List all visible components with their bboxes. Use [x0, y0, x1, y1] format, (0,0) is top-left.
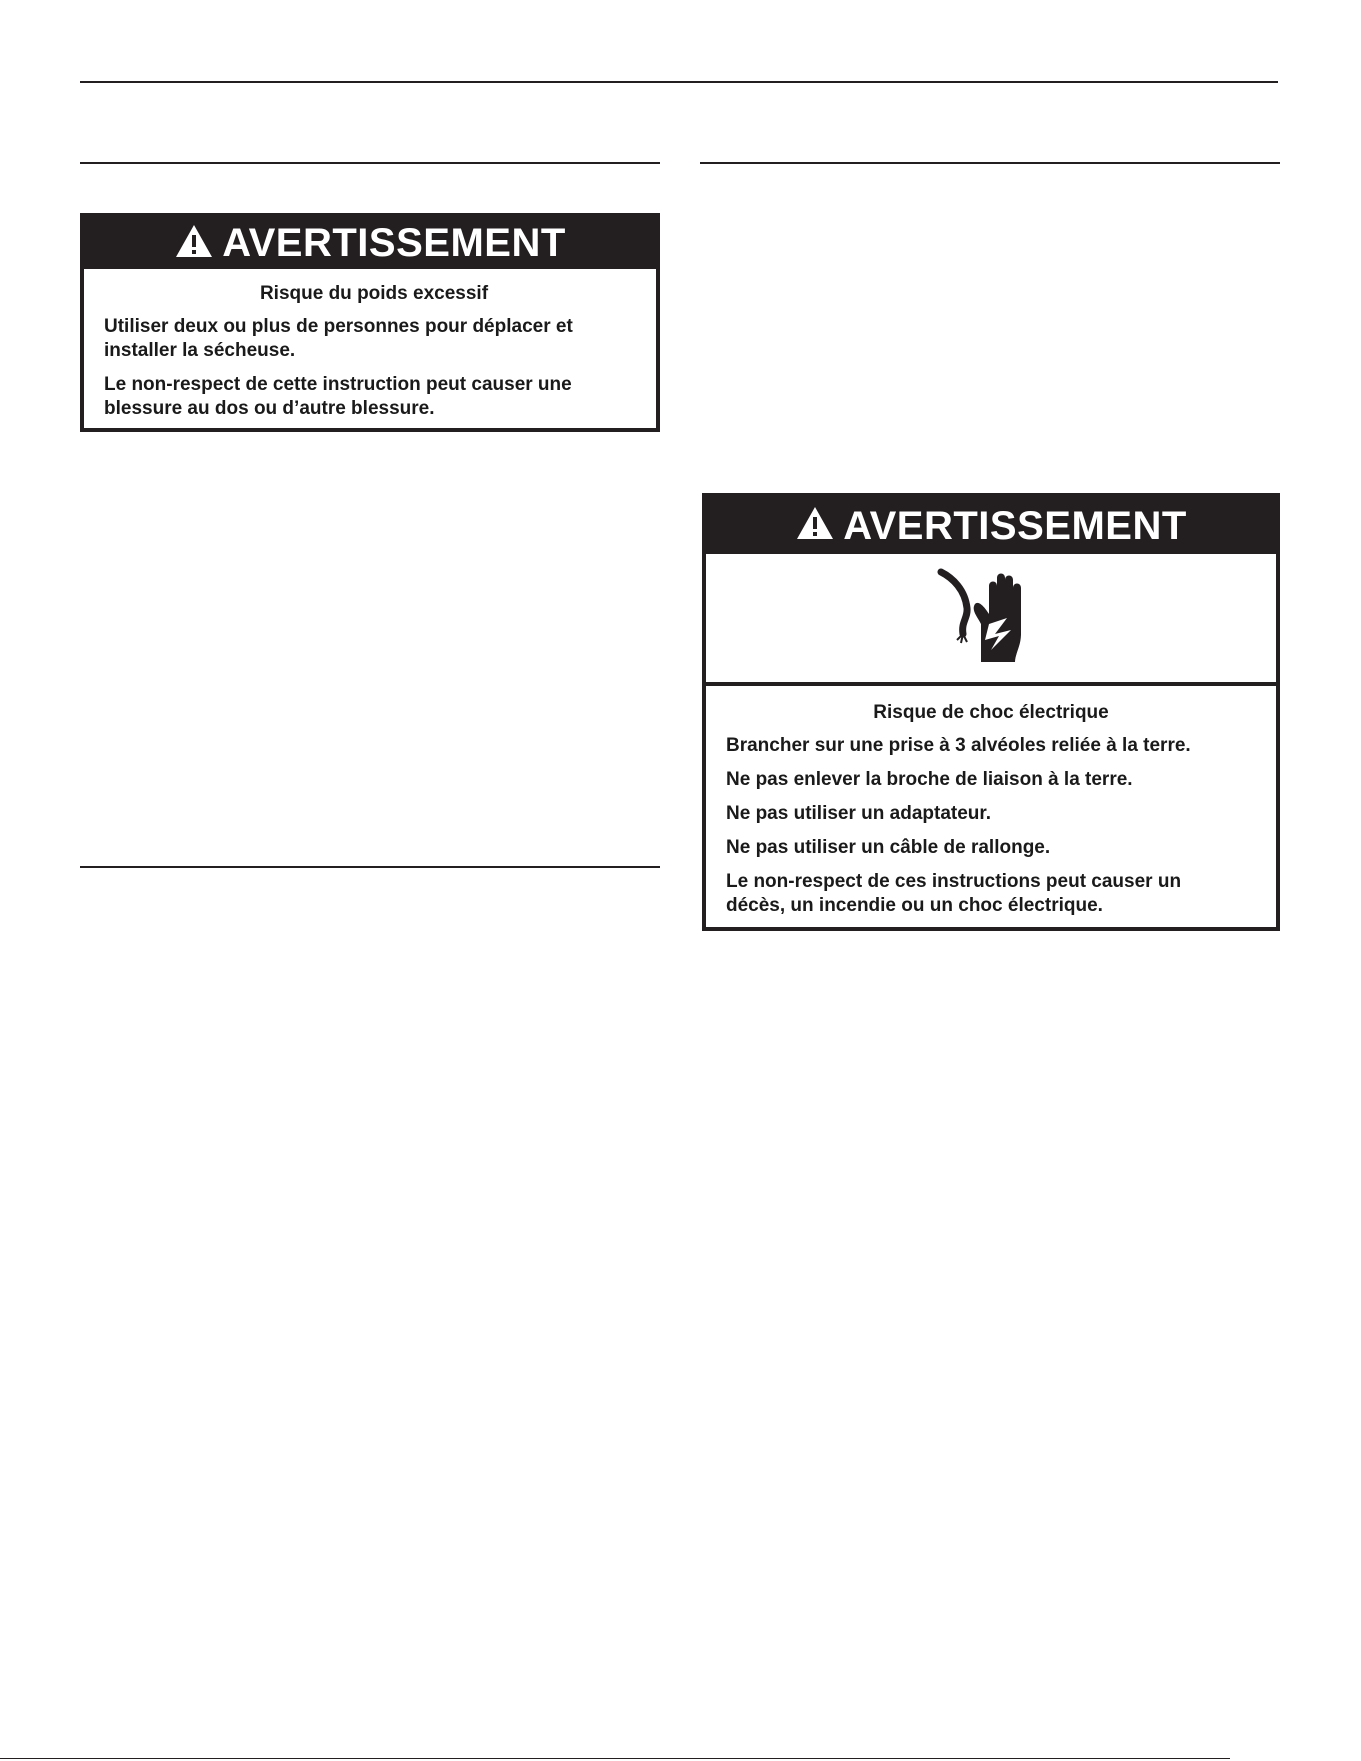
warning-line: Brancher sur une prise à 3 alvéoles reliée à la terre. [726, 735, 1191, 756]
left-section-rule [80, 866, 660, 868]
pictogram-panel [706, 554, 1276, 686]
warning-title: AVERTISSEMENT [222, 221, 566, 265]
top-rule [80, 81, 1278, 83]
warning-line: Utiliser deux ou plus de personnes pour déplacer et installer la sécheuse. [104, 316, 573, 361]
warning-title: AVERTISSEMENT [843, 503, 1187, 548]
warning-triangle-icon [174, 223, 214, 264]
left-column-rule [80, 162, 660, 164]
warning-line: Le non-respect de cette instruction peut causer une blessure au dos ou d’autre blessure. [104, 374, 572, 419]
warning-line: Ne pas utiliser un adaptateur. [726, 803, 992, 824]
warning-triangle-icon [795, 505, 835, 546]
weight-warning-box [80, 213, 660, 432]
warning-header [706, 497, 1276, 554]
warning-line: Le non-respect de ces instructions peut causer un décès, un incendie ou un choc électrique. [726, 871, 1182, 916]
right-column-rule [700, 162, 1280, 164]
warning-subtitle: Risque du poids excessif [259, 283, 489, 304]
warning-line: Ne pas enlever la broche de liaison à la terre. [726, 769, 1133, 790]
electric-shock-hand-icon [931, 564, 1051, 673]
electric-shock-warning-box [702, 493, 1280, 931]
warning-line: Ne pas utiliser un câble de rallonge. [726, 837, 1051, 858]
bottom-rule [0, 1758, 1230, 1759]
warning-subtitle: Risque de choc électrique [873, 702, 1109, 723]
warning-header [84, 217, 656, 269]
